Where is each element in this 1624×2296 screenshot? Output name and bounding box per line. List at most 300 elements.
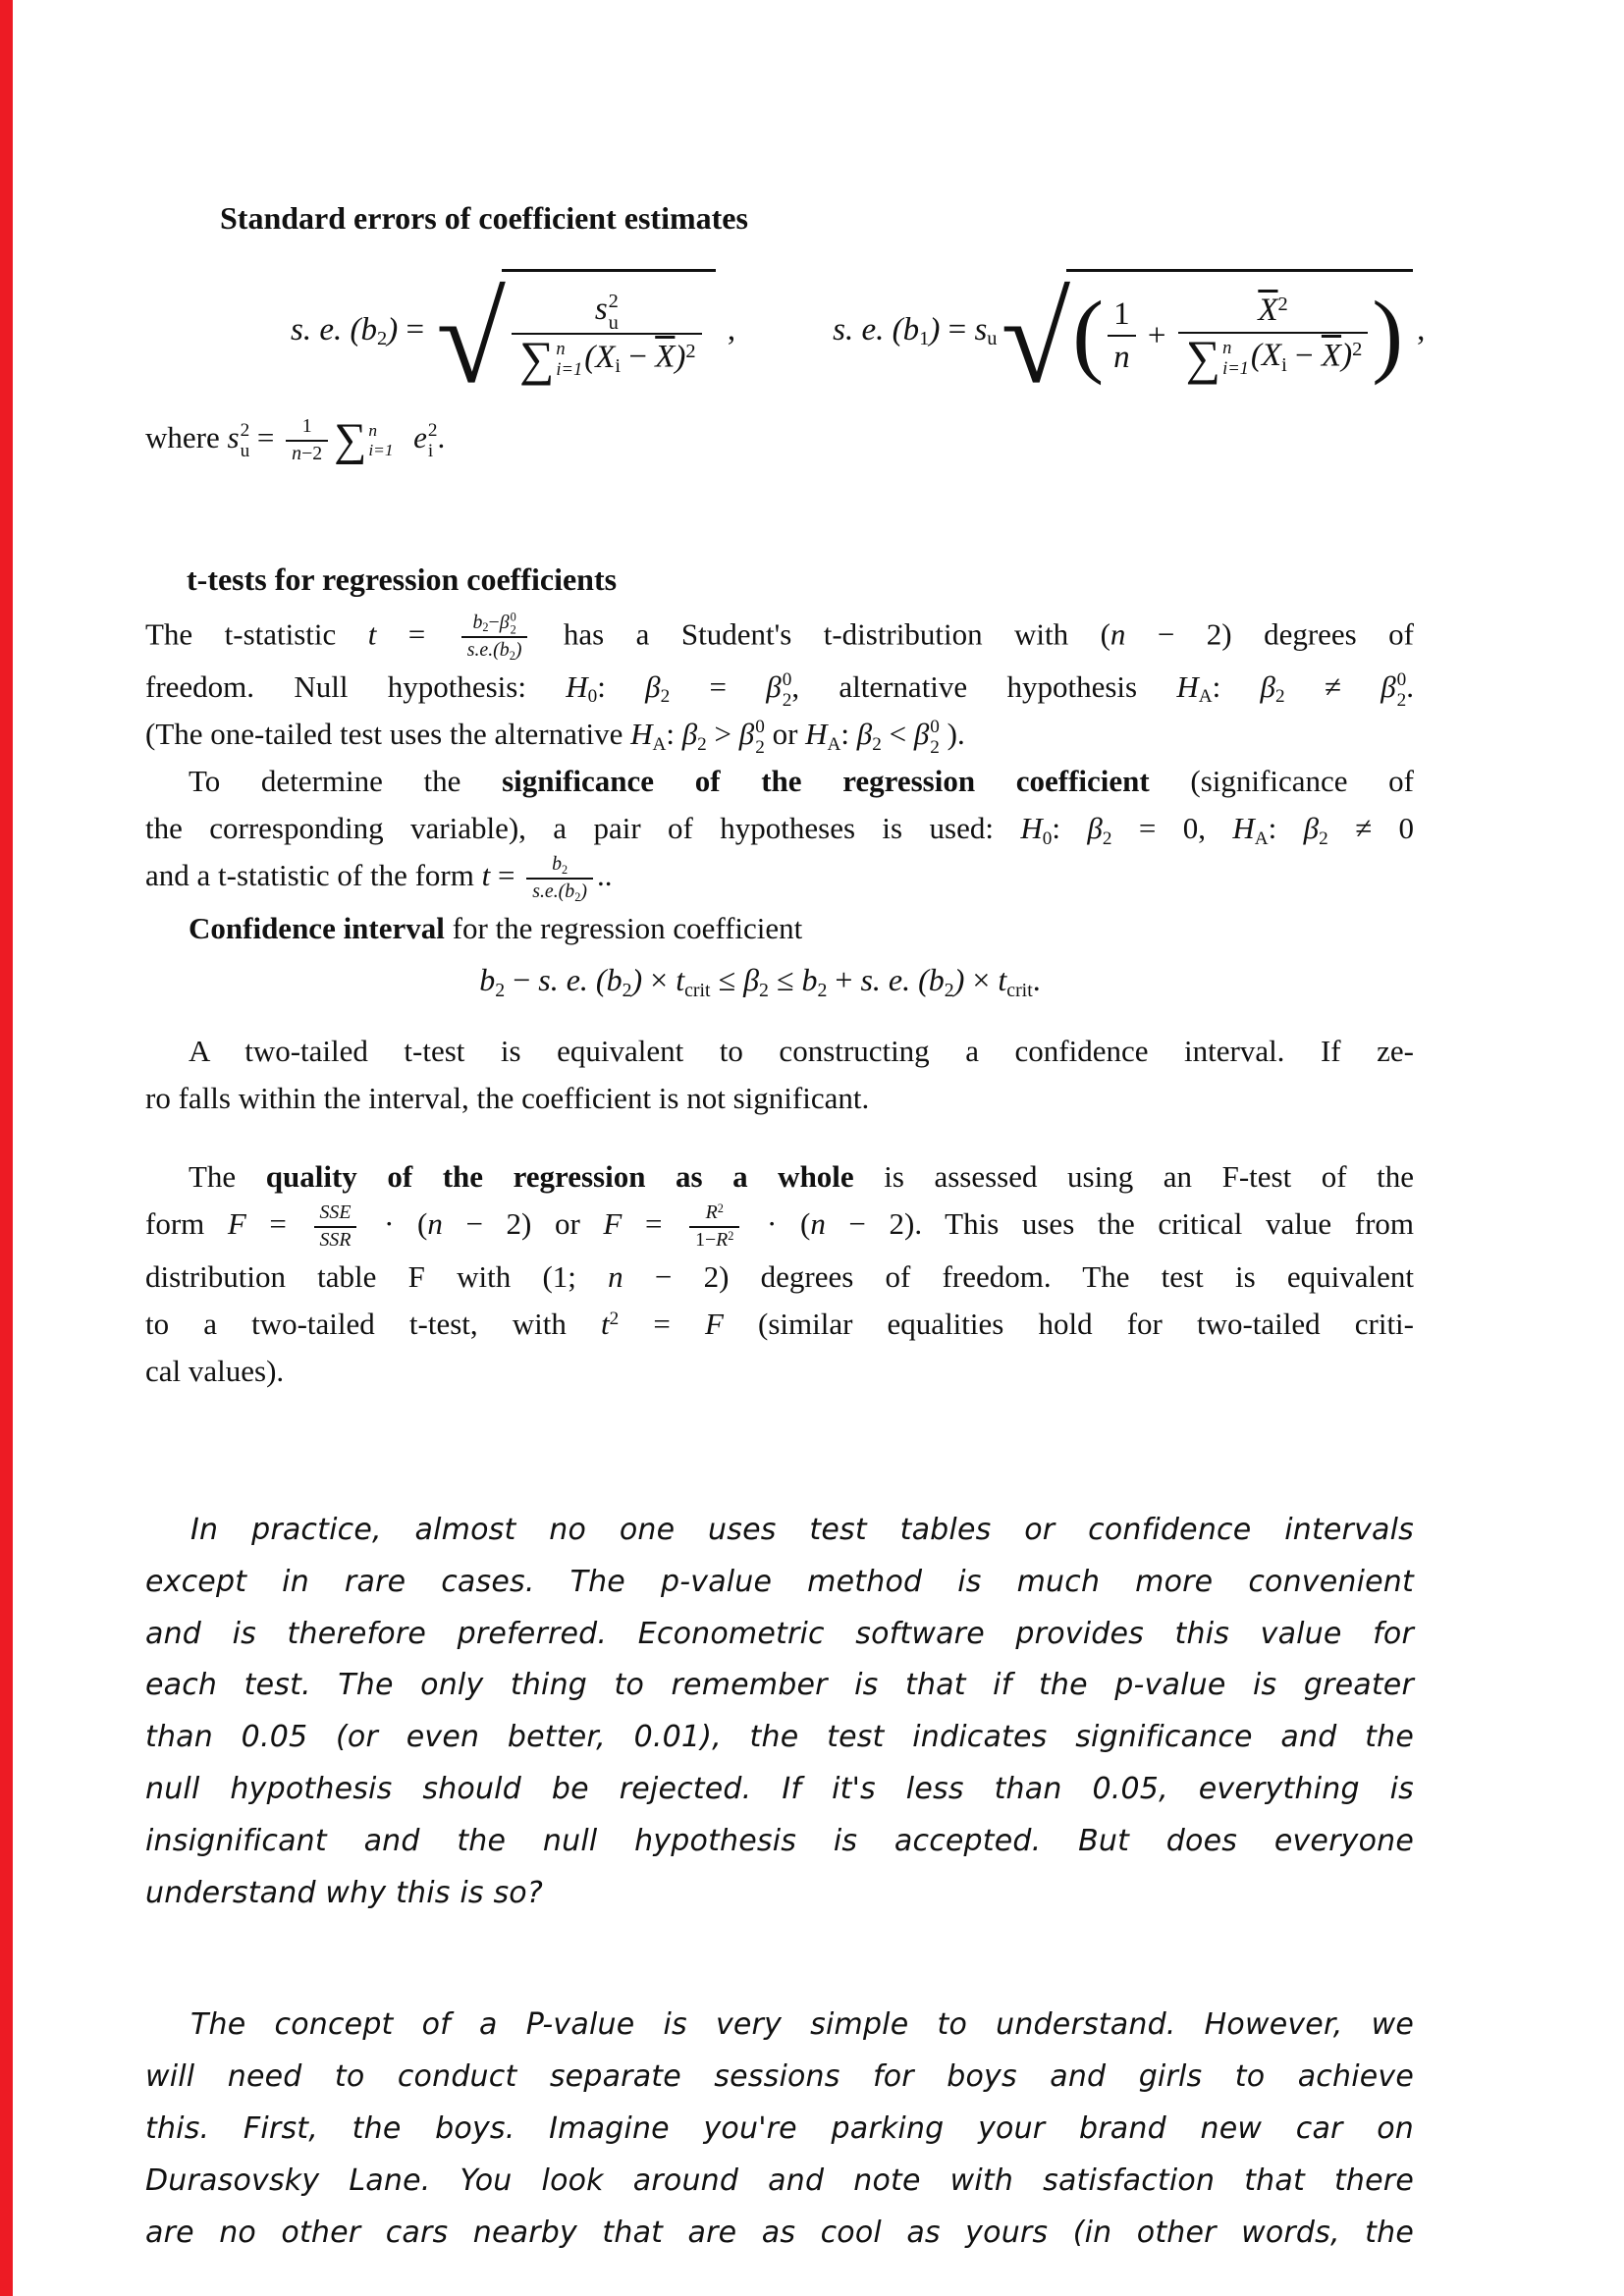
math-token <box>526 878 593 905</box>
math-token <box>930 718 940 759</box>
math-token <box>1269 811 1304 845</box>
math-token <box>974 311 998 350</box>
math-token: − <box>621 339 656 375</box>
math-token <box>738 717 765 758</box>
text-line <box>145 805 1414 852</box>
text-line: and is therefore preferred. Econometric software provides this value for <box>145 1616 1414 1651</box>
math-token: b <box>472 611 483 633</box>
math-token <box>1397 670 1407 712</box>
math-token <box>461 611 528 665</box>
math-token <box>320 1229 352 1251</box>
math-token: = <box>670 669 767 705</box>
math-token: 2 <box>685 340 696 362</box>
math-token <box>145 858 482 892</box>
math-token: H <box>805 717 828 752</box>
math-token: s.e.( <box>532 881 566 903</box>
math-token <box>1001 268 1414 409</box>
math-token <box>413 420 438 462</box>
math-token: β <box>1087 811 1103 846</box>
paragraph-significance <box>145 758 1414 905</box>
math-token <box>505 962 538 997</box>
math-token: b <box>928 962 945 998</box>
math-token: 2 <box>240 420 250 442</box>
math-token: : <box>597 669 646 705</box>
math-token <box>902 311 930 350</box>
formula-where-s2u <box>145 414 1414 467</box>
math-token <box>291 312 360 347</box>
math-token <box>645 669 671 708</box>
math-token <box>502 269 716 396</box>
math-token <box>241 421 250 462</box>
math-token: β <box>499 611 510 633</box>
math-token <box>189 764 502 798</box>
math-token: t <box>481 858 491 893</box>
paragraph-t-statistic <box>145 611 1414 759</box>
math-token: SSR <box>319 1229 352 1252</box>
math-token <box>1150 764 1414 798</box>
math-token <box>445 911 802 945</box>
text-line <box>145 758 1414 805</box>
math-token: = <box>245 1206 310 1242</box>
math-token <box>461 636 528 664</box>
math-token <box>443 1206 604 1241</box>
math-token <box>566 669 598 708</box>
math-token: 2 <box>944 979 954 1001</box>
math-token <box>720 312 736 347</box>
math-token <box>724 1307 1414 1341</box>
math-token: is assessed using an F-test of the <box>853 1159 1414 1195</box>
math-token: 2 <box>1274 686 1285 708</box>
math-token: = <box>249 420 283 455</box>
math-token: × <box>642 962 677 998</box>
math-token: ) <box>953 962 965 998</box>
text-line: understand why this is so? <box>145 1875 543 1910</box>
math-token <box>334 414 394 465</box>
math-token <box>666 717 681 751</box>
math-token <box>1406 669 1414 704</box>
page-content <box>145 0 1426 2259</box>
math-token <box>145 1307 601 1341</box>
math-token: n <box>1222 337 1232 357</box>
math-token: b <box>565 881 575 903</box>
math-token <box>1108 294 1136 336</box>
text-line <box>145 1348 1414 1395</box>
math-token: 2 <box>660 686 671 708</box>
math-token <box>526 852 593 905</box>
text-line <box>145 1254 1414 1301</box>
math-token: 2 <box>427 420 438 442</box>
math-token: freedom. Null hypothesis: <box>145 669 567 705</box>
math-token: n <box>1113 340 1130 376</box>
math-token <box>1108 294 1136 380</box>
math-token: − 2) or <box>442 1206 604 1242</box>
math-token: β <box>1380 669 1396 705</box>
math-token <box>552 853 568 875</box>
text-line: this. First, the boys. Imagine you're parking your brand new car on <box>145 2110 1414 2146</box>
text-line <box>145 905 1414 952</box>
math-token: i <box>427 441 434 462</box>
math-token <box>1033 962 1041 997</box>
math-token <box>292 443 301 464</box>
math-token: to a two-tailed t-test, with <box>145 1306 601 1341</box>
math-token <box>711 962 744 997</box>
math-token: 2 <box>759 979 769 1001</box>
heading-t-tests: t-tests for regression coefficients <box>187 561 618 597</box>
math-token: : <box>1212 669 1261 705</box>
math-token <box>589 289 624 334</box>
math-token <box>854 1159 1414 1194</box>
math-token <box>765 717 805 751</box>
math-token: 2 <box>1352 339 1363 361</box>
math-token: s. e. ( <box>291 311 361 347</box>
math-token: 2 <box>622 979 632 1001</box>
math-token: i <box>615 355 622 378</box>
math-token <box>608 1259 623 1294</box>
math-token: t <box>367 615 377 651</box>
math-token <box>189 911 445 945</box>
math-token <box>623 1259 1414 1294</box>
math-token <box>766 669 792 711</box>
text-line: than 0.05 (or even better, 0.01), the test indicates significance and the <box>145 1720 1414 1755</box>
paragraph-quality-regression <box>145 1153 1414 1395</box>
math-token: form <box>145 1206 228 1242</box>
math-token <box>642 962 676 997</box>
math-token: 0 <box>510 610 516 624</box>
math-token <box>286 440 328 467</box>
math-token: : <box>1268 811 1304 846</box>
math-token: √ <box>436 268 506 409</box>
math-token <box>676 962 711 1001</box>
math-token <box>145 1081 869 1115</box>
math-token: − 2). This uses the critical value from <box>825 1206 1415 1242</box>
text-line <box>145 664 1414 711</box>
math-token: s <box>594 291 608 327</box>
math-token: 2 <box>930 736 940 758</box>
math-token: R <box>716 1229 729 1252</box>
math-token: n <box>608 1258 623 1294</box>
text-line <box>145 1028 1414 1075</box>
math-token: 0 <box>1396 669 1407 691</box>
math-token <box>621 340 655 375</box>
math-token: ) <box>580 881 587 903</box>
math-token <box>1222 338 1249 380</box>
math-token: 2 <box>728 1228 734 1243</box>
math-token: ) <box>514 639 522 662</box>
math-token: = <box>376 615 458 651</box>
math-token: F <box>603 1206 623 1242</box>
math-token: i <box>1281 354 1287 377</box>
math-token <box>619 1307 705 1341</box>
math-token: i=1 <box>556 359 583 380</box>
math-token: < <box>881 717 914 752</box>
math-token <box>681 717 707 755</box>
math-token <box>801 962 828 1001</box>
math-token <box>1322 338 1341 373</box>
math-token: i=1 <box>368 441 394 460</box>
math-token <box>368 421 393 460</box>
math-token <box>622 1206 685 1241</box>
math-token: , <box>1417 311 1426 347</box>
math-token <box>145 669 566 704</box>
math-token <box>556 339 582 381</box>
math-token: ≠ 0 <box>1327 811 1415 846</box>
math-token: 2 <box>561 862 568 877</box>
math-token <box>810 1206 826 1241</box>
math-token: β <box>766 669 782 705</box>
math-token: 2 <box>482 620 489 635</box>
math-token <box>1380 669 1407 711</box>
text-line <box>145 1301 1414 1348</box>
math-token: = <box>398 311 433 347</box>
math-token: 2 <box>509 648 515 663</box>
math-token <box>398 312 432 347</box>
math-token <box>1178 331 1369 386</box>
math-token <box>601 1307 619 1341</box>
math-token <box>490 858 522 892</box>
text-line: insignificant and the null hypothesis is accepted. But does everyone <box>145 1823 1414 1858</box>
math-token <box>1213 669 1261 704</box>
math-token <box>700 1201 730 1226</box>
math-token <box>964 962 998 997</box>
math-token: 2 <box>1319 828 1328 849</box>
math-token: 2 <box>817 979 828 1001</box>
paragraph-confidence-interval <box>145 905 1414 1001</box>
math-token: u <box>608 312 619 335</box>
math-token: 0 <box>1042 828 1053 849</box>
math-token: − <box>488 611 500 633</box>
math-token: The <box>189 1159 266 1195</box>
math-token <box>438 420 446 454</box>
math-token <box>913 717 940 758</box>
math-token: crit <box>1006 979 1033 1001</box>
math-token: ( $\frac{1}{n}$ + $\overline{X}^2$ ∑ n i=1 $(Xi - \overline{X})^2$ ) <box>1066 269 1413 396</box>
text-line <box>145 1153 1414 1201</box>
math-token: (X <box>1250 338 1282 374</box>
math-token <box>743 962 769 1001</box>
math-token: (significance of <box>1149 764 1414 799</box>
formula-confidence-interval <box>145 962 1375 1001</box>
math-token <box>189 1159 266 1194</box>
math-token: significance of the regression coefficient <box>502 764 1150 799</box>
math-token <box>565 881 580 902</box>
math-token: t <box>676 962 685 998</box>
math-token <box>706 1201 724 1223</box>
math-token: ∑ <box>1185 331 1221 386</box>
math-token: ≤ <box>768 962 802 998</box>
math-token: ). <box>939 717 965 752</box>
math-token <box>489 612 500 633</box>
math-token: = <box>619 1306 705 1341</box>
math-token: H <box>1232 811 1255 846</box>
math-token: 2 <box>1277 294 1288 316</box>
math-token <box>783 670 792 712</box>
text-line: null hypothesis should be rejected. If it's less than 0.05, everything is <box>145 1771 1414 1806</box>
math-token <box>1232 811 1269 849</box>
math-token: · ( <box>743 1206 811 1242</box>
math-token <box>769 962 802 997</box>
math-token <box>302 415 312 437</box>
math-token <box>705 1307 724 1341</box>
math-token <box>228 1206 246 1241</box>
math-token <box>755 718 765 759</box>
math-token: ∑ <box>519 332 555 387</box>
math-token: s <box>974 311 988 347</box>
math-token <box>538 962 606 997</box>
math-token: 1− <box>695 1229 717 1252</box>
math-token <box>743 1206 810 1241</box>
math-token: 2 <box>697 733 707 755</box>
math-token <box>314 1226 357 1254</box>
math-token <box>360 311 388 350</box>
math-token <box>630 717 667 755</box>
math-token: A <box>827 733 841 755</box>
math-token: .. <box>596 858 613 893</box>
math-token: , <box>719 311 736 347</box>
math-token <box>145 1259 608 1294</box>
math-token <box>519 332 583 387</box>
math-token <box>427 1206 443 1241</box>
math-token: 2 <box>609 1308 620 1330</box>
math-token: distribution table F with (1; <box>145 1258 609 1294</box>
math-token: 2 <box>782 689 792 711</box>
math-token <box>584 339 622 378</box>
math-token: or <box>764 717 806 752</box>
math-token: , alternative hypothesis <box>791 669 1177 705</box>
math-token <box>246 1206 310 1241</box>
math-token: . <box>1406 669 1414 705</box>
math-token: A <box>652 733 667 755</box>
math-token <box>436 268 715 409</box>
math-token <box>695 1229 716 1251</box>
math-token <box>609 291 619 334</box>
math-token <box>428 421 438 462</box>
math-token: the corresponding variable), a pair of hypotheses is used: <box>145 811 1021 846</box>
math-token <box>594 291 619 335</box>
math-token: s <box>227 420 240 455</box>
math-token <box>145 811 1020 845</box>
math-token: 2 <box>495 979 506 1001</box>
math-token: 2 <box>872 733 882 755</box>
math-token: $\overline{X}$ <box>1258 293 1278 329</box>
math-token <box>314 1201 357 1254</box>
math-token: n <box>1110 615 1126 651</box>
math-token: 0 <box>755 717 765 738</box>
paragraph-two-tailed <box>145 1028 1414 1122</box>
text-line <box>145 711 1414 758</box>
math-token: e <box>413 420 427 455</box>
math-token <box>833 312 902 347</box>
text-line <box>145 611 1414 665</box>
math-token <box>1108 335 1136 379</box>
math-token: n <box>368 421 378 441</box>
math-token: 2 <box>755 736 765 758</box>
math-token <box>689 1201 739 1254</box>
math-token: (similar equalities hold for two-tailed criti- <box>723 1306 1414 1341</box>
math-token: quality of the regression as a whole <box>265 1159 854 1195</box>
math-token: : <box>666 717 682 752</box>
math-token: β <box>738 717 755 752</box>
math-token <box>929 312 940 347</box>
math-token: − <box>1286 338 1322 374</box>
math-token: s. e. ( <box>538 962 607 998</box>
math-token <box>502 764 1150 798</box>
math-token: A two-tailed t-test is equivalent to constructing a confidence interval. If ze- <box>189 1034 1414 1069</box>
math-token: has a Student's t-distribution with ( <box>531 615 1110 651</box>
math-token <box>1176 669 1213 708</box>
math-token: (The one-tailed test uses the alternative <box>145 717 631 752</box>
math-token: × <box>964 962 999 998</box>
math-token: 2 <box>717 1201 724 1216</box>
math-token <box>297 414 318 440</box>
math-token <box>675 340 695 375</box>
math-token <box>1113 340 1130 375</box>
math-token <box>499 610 516 637</box>
text-line <box>145 1075 1414 1122</box>
page-edge-red-strip <box>0 0 13 2296</box>
math-token <box>189 1034 1414 1068</box>
math-token: β <box>1303 811 1320 846</box>
math-token <box>145 420 227 454</box>
math-token: − 2) degrees of <box>1125 615 1414 651</box>
math-token: > <box>706 717 739 752</box>
math-token: b <box>552 853 562 876</box>
math-token: b <box>479 962 496 998</box>
math-token <box>826 1206 1414 1241</box>
math-token: A <box>1254 828 1269 849</box>
math-token <box>387 312 398 347</box>
text-line: are no other cars nearby that are as cool as yours (in other words, the <box>145 2215 1414 2250</box>
math-token <box>482 858 491 892</box>
formula-standard-errors <box>291 268 1426 409</box>
math-token <box>707 717 739 751</box>
math-token: The t-statistic <box>145 615 368 651</box>
math-token <box>928 962 954 1001</box>
math-token: $\overline{X}$ <box>655 339 676 375</box>
math-token <box>1258 293 1287 328</box>
math-token <box>1140 317 1174 356</box>
math-token: (X <box>584 339 616 375</box>
math-token: · ( <box>360 1206 428 1242</box>
math-token: for the regression coefficient <box>444 910 803 945</box>
math-token <box>1087 811 1112 849</box>
math-token: 2 <box>574 889 581 904</box>
math-token: 2 <box>608 291 619 313</box>
math-token <box>531 616 1110 651</box>
math-token: + <box>1139 317 1174 353</box>
math-token <box>145 1354 284 1388</box>
math-token <box>840 717 856 751</box>
math-token <box>631 962 642 997</box>
math-token: 0 <box>782 669 792 691</box>
math-token: H <box>1020 811 1043 846</box>
math-token <box>467 639 500 661</box>
math-token <box>940 312 974 347</box>
math-token <box>1250 338 1287 377</box>
math-token: s.e.( <box>466 639 500 662</box>
math-token <box>1052 811 1087 845</box>
math-token: crit <box>684 979 711 1001</box>
math-token <box>655 340 675 375</box>
math-token: −2 <box>301 443 323 465</box>
math-token: = 0, <box>1111 811 1233 846</box>
paragraph-p-value-concept <box>145 2000 1414 2259</box>
math-token: ) <box>675 339 686 375</box>
math-token <box>266 1159 854 1194</box>
math-token: n <box>556 338 566 358</box>
math-token <box>998 962 1033 1001</box>
math-token: s. e. ( <box>860 962 929 998</box>
math-token: u <box>987 328 998 350</box>
